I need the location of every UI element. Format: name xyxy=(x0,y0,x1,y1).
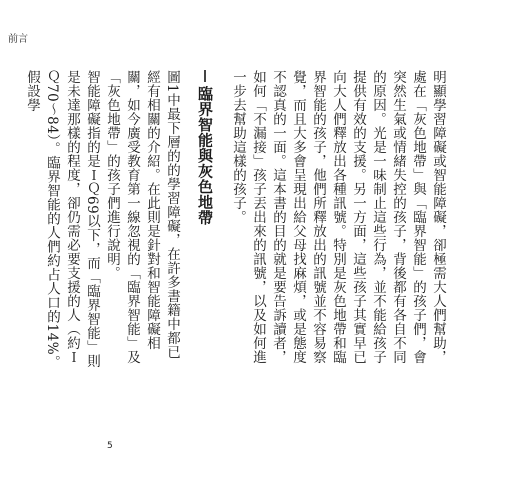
running-header: 前言 xyxy=(8,34,28,45)
paragraph-intro: 明顯學習障礙或智能障礙，卻極需大人們幫助，處在「灰色地帶」與「臨界智能」的孩子們，會突然生氣或情緒失控的孩子，背後都有各自不同的原因。光是一味制止這些行為，並不能給孩子提供有效的支援。另一方面，這些孩子其實早已向大人們釋放出各種訊號。特別是灰色地帶和臨界智能的孩子，他們所釋放出的訊號並不容易察覺，而且大多會呈現出給父母找麻煩，或是態度不認真的一面。這本書的目的就是要告訴讀者，如何「不漏接」孩子丟出來的訊號，以及如何進一步去幫助這樣的孩子。 xyxy=(230,70,446,364)
paragraph-iq-definition: 智能障礙指的是ＩＱ69以下，而「臨界智能」則是未達那樣的程度，卻仍需必要支援的人（約ＩＱ70～84）。臨界智能的人們約占人口的14%。假設學 xyxy=(24,70,100,370)
section-heading xyxy=(195,70,215,370)
paragraph-figure-ref: 圖1中最下層的的學習障礙，在許多書籍中都已經有相關的介紹。在此則是針對和智能障礙相關，如今廣受教育第一線忽視的「臨界智能」及「灰色地帶」的孩子們進行說明。 xyxy=(104,70,180,364)
heading-rule-icon xyxy=(204,70,206,82)
body-text xyxy=(22,70,448,370)
section-heading-text: 臨界智能與灰色地帶 xyxy=(196,86,214,226)
page-number: 5 xyxy=(107,441,113,451)
